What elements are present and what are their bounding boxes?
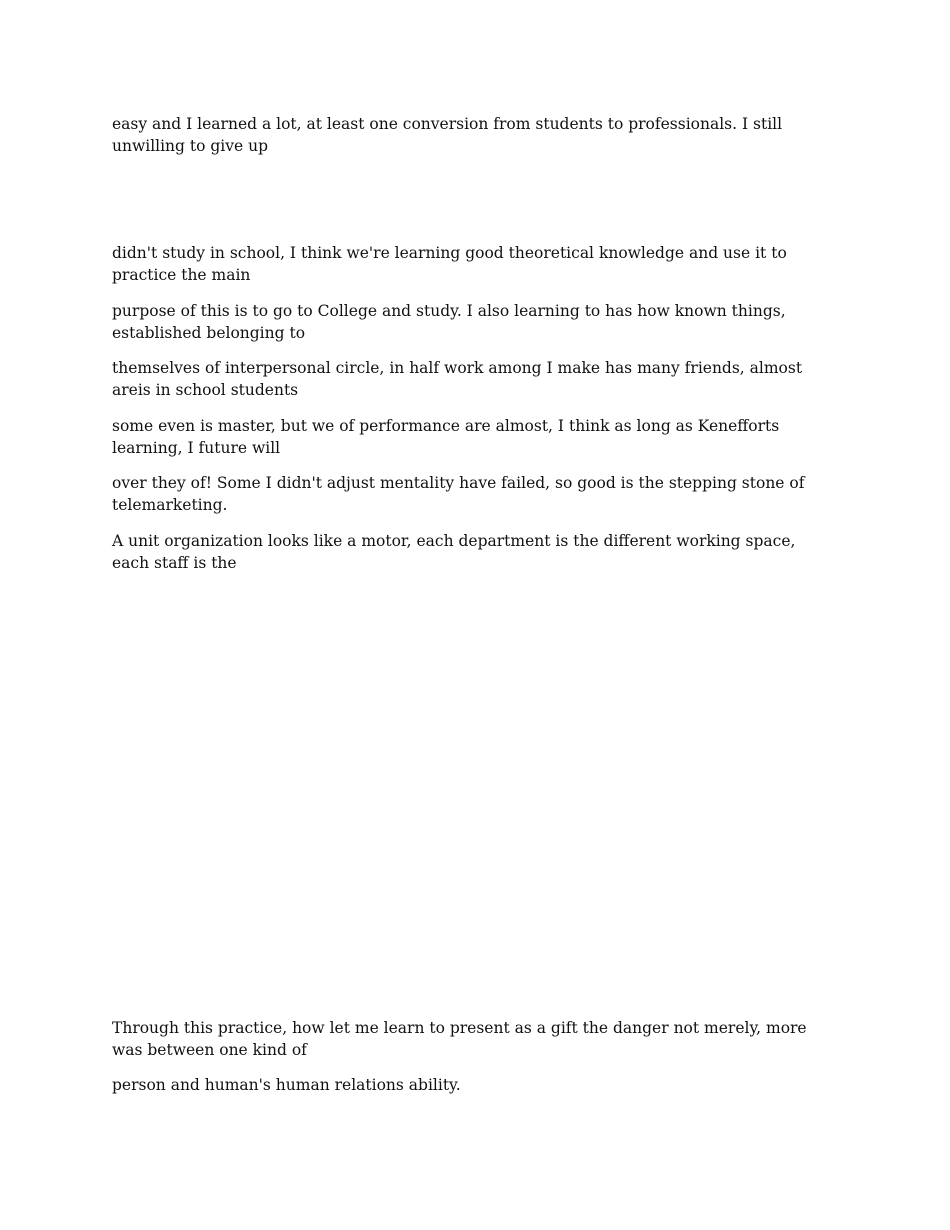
paragraph: didn't study in school, I think we're learning good theoretical knowledge and use it to practice the main xyxy=(112,244,787,284)
paragraph: themselves of interpersonal circle, in half work among I make has many friends, almost areis in school students xyxy=(112,359,803,399)
paragraph: Through this practice, how let me learn to present as a gift the danger not merely, more was between one kind of xyxy=(112,1019,807,1059)
paragraph: A unit organization looks like a motor, each department is the different working space, each staff is the xyxy=(112,532,796,572)
paragraph: over they of! Some I didn't adjust mentality have failed, so good is the stepping stone of telemarketing. xyxy=(112,474,805,514)
paragraph: person and human's human relations ability. xyxy=(112,1076,461,1094)
paragraph: some even is master, but we of performance are almost, I think as long as Kenefforts learning, I future will xyxy=(112,417,780,457)
paragraph: easy and I learned a lot, at least one conversion from students to professionals. I still unwilling to give up xyxy=(112,115,783,155)
paragraph: purpose of this is to go to College and study. I also learning to has how known things, established belonging to xyxy=(112,302,786,342)
